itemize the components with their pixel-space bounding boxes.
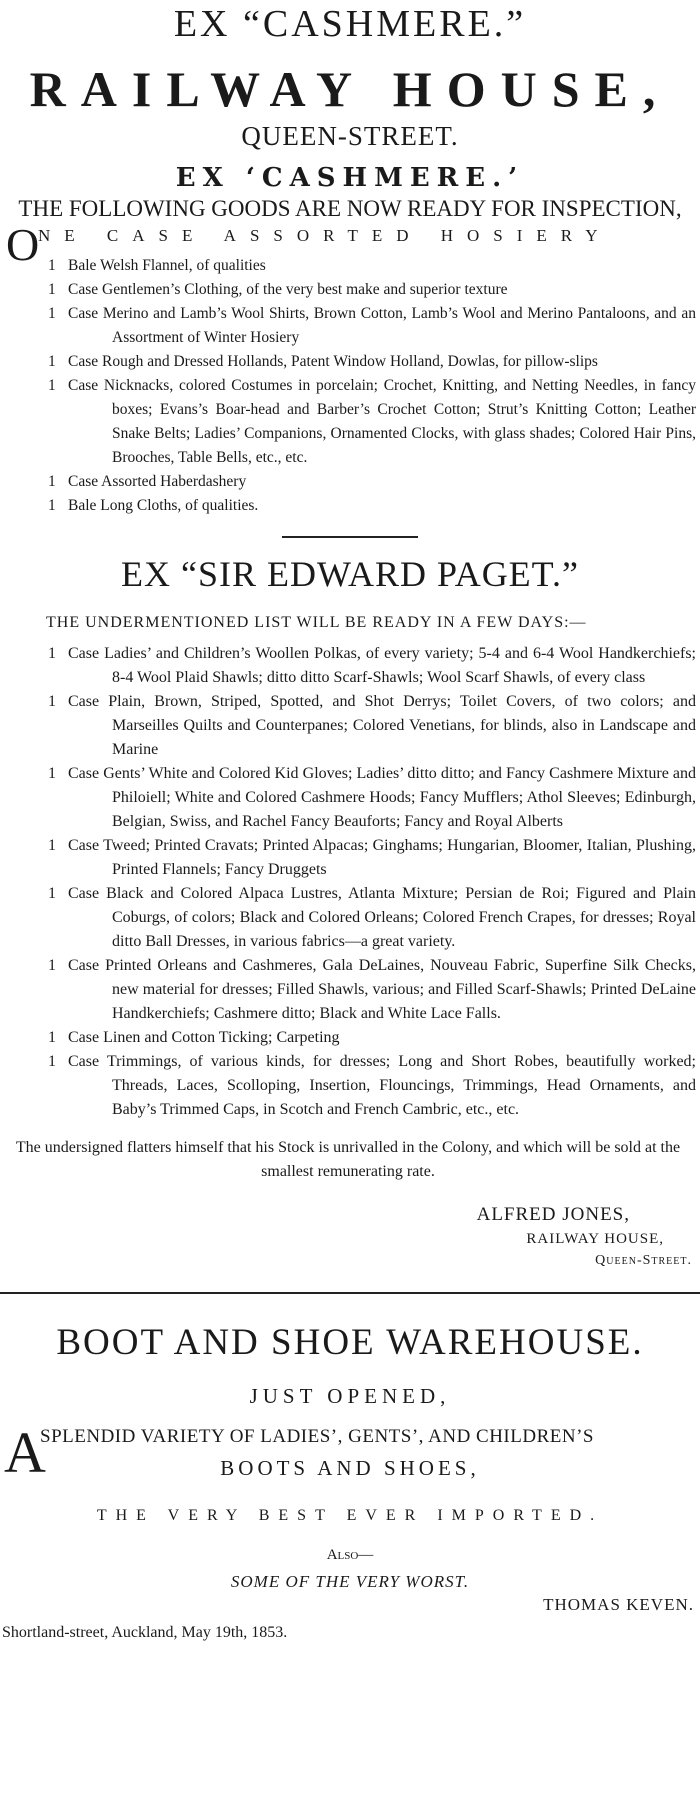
list-item: 1 Case Black and Colored Alpaca Lustres, Atlanta Mixture; Persian de Roi; Figured and Plain Coburgs, of colors; Black and Colored Orleans; Colored French Crapes, for dresses; Royal ditto Ball Dresses, in various fabrics—a great variety.	[48, 885, 696, 950]
list-item: 1 Case Assorted Haberdashery	[48, 473, 247, 490]
sir-edward-paget-title: EX “SIR EDWARD PAGET.”	[121, 554, 579, 594]
full-width-divider	[0, 1292, 700, 1294]
splendid-variety-block	[0, 1422, 700, 1502]
dateline: Shortland-street, Auckland, May 19th, 1853.	[2, 1624, 288, 1641]
list-item: 1 Case Printed Orleans and Cashmeres, Gala DeLaines, Nouveau Fabric, Superfine Silk Checks, new material for dresses; Filled Shawls, various; and Filled Scarf-Shawls; Printed DeLaine Handkerchiefs; Cashmere ditto; Black and White Lace Falls.	[48, 957, 696, 1022]
first-item-text: NE CASE ASSORTED HOSIERY	[38, 226, 612, 245]
list-item: 1 Case Tweed; Printed Cravats; Printed Alpacas; Ginghams; Hungarian, Bloomer, Italian, Plushing, Printed Flannels; Fancy Druggets	[48, 837, 696, 878]
paget-goods-list	[0, 642, 700, 1122]
list-item: 1 Case Trimmings, of various kinds, for dresses; Long and Short Robes, beautifully worked; Threads, Laces, Scolloping, Insertion, Flouncings, Trimmings, Head Ornaments, and Baby’s Trimmed Caps, in Scotch and French Cambric, etc., etc.	[48, 1053, 696, 1118]
queen-street-heading: QUEEN-STREET.	[241, 121, 459, 151]
list-item: 1 Case Plain, Brown, Striped, Spotted, and Shot Derrys; Toilet Covers, of two colors; and Marseilles Quilts and Counterpanes; Colored Venetians, for blinds, also in Landscape and Marine	[48, 693, 696, 758]
very-worst-line: SOME OF THE VERY WORST.	[230, 1572, 470, 1591]
list-item: 1 Bale Long Cloths, of qualities.	[48, 497, 259, 514]
list-item: 1 Case Linen and Cotton Ticking; Carpeting	[48, 1029, 340, 1046]
splendid-line-2: BOOTS AND SHOES,	[220, 1456, 480, 1480]
boot-shoe-advert	[0, 1320, 700, 1644]
very-best-line: THE VERY BEST EVER IMPORTED.	[96, 1507, 604, 1524]
ex-cashmere-heading: EX “CASHMERE.”	[173, 3, 527, 45]
railway-house-advert	[0, 2, 700, 518]
list-item: 1 Case Gentlemen’s Clothing, of the very best make and superior texture	[48, 281, 508, 298]
list-item: 1 Case Nicknacks, colored Costumes in porcelain; Crochet, Knitting, and Netting Needles, in fancy boxes; Evans’s Boar-head and Barber’s Crochet Cotton; Strut’s Knitting Cotton; Leather Snake Belts; Ladies’ Companions, Ornamented Clocks, with glass shades; Colored Hair Pins, Brooches, Table Bells, etc., etc.	[48, 377, 696, 466]
signature-house: RAILWAY HOUSE,	[526, 1231, 664, 1247]
list-item: 1 Case Merino and Lamb’s Wool Shirts, Brown Cotton, Lamb’s Wool and Merino Pantaloons, and an Assortment of Winter Hosiery	[48, 305, 696, 346]
signature-name: ALFRED JONES,	[476, 1204, 630, 1225]
boot-shoe-title: BOOT AND SHOE WAREHOUSE.	[56, 1322, 644, 1363]
drop-cap-a: A	[4, 1420, 46, 1485]
list-item: 1 Case Rough and Dressed Hollands, Patent Window Holland, Dowlas, for pillow-slips	[48, 353, 598, 370]
section-divider	[282, 536, 418, 538]
drop-cap-o: O	[6, 219, 40, 270]
ex-cashmere-bold-heading: EX ‘CASHMERE.’	[175, 163, 525, 193]
signature-block	[0, 1202, 700, 1272]
signature-street: Queen-Street.	[595, 1253, 692, 1268]
sir-edward-paget-advert	[0, 552, 700, 1272]
following-goods-heading: THE FOLLOWING GOODS ARE NOW READY FOR INSPECTION,	[18, 196, 682, 221]
undermentioned-heading: THE UNDERMENTIONED LIST WILL BE READY IN A FEW DAYS:—	[46, 614, 587, 631]
list-item: 1 Bale Welsh Flannel, of qualities	[48, 257, 266, 274]
splendid-line-1: SPLENDID VARIETY OF LADIES’, GENTS’, AND CHILDREN’S	[40, 1426, 594, 1447]
just-opened-heading: JUST OPENED,	[249, 1384, 451, 1408]
list-item: 1 Case Gents’ White and Colored Kid Gloves; Ladies’ ditto ditto; and Fancy Cashmere Mixture and Philoiell; White and Colored Cashmere Hoods; Fancy Mufflers; Athol Sleeves; Edinburgh, Belgian, Swiss, and Rachel Fancy Beauforts; Fancy and Royal Alberts	[48, 765, 696, 830]
closing-statement: The undersigned flatters himself that his Stock is unrivalled in the Colony, and which will be sold at the smallest remunerating rate.	[15, 1139, 681, 1180]
list-item: 1 Case Ladies’ and Children’s Woollen Polkas, of every variety; 5-4 and 6-4 Wool Handkerchiefs; 8-4 Wool Plaid Shawls; ditto ditto Scarf-Shawls; Wool Scarf Shawls, of every class	[48, 645, 696, 686]
cashmere-goods-list	[0, 254, 700, 518]
also-line: Also—	[326, 1547, 374, 1563]
railway-house-title: RAILWAY HOUSE,	[29, 61, 671, 117]
thomas-keven-signature: THOMAS KEVEN.	[543, 1595, 694, 1614]
